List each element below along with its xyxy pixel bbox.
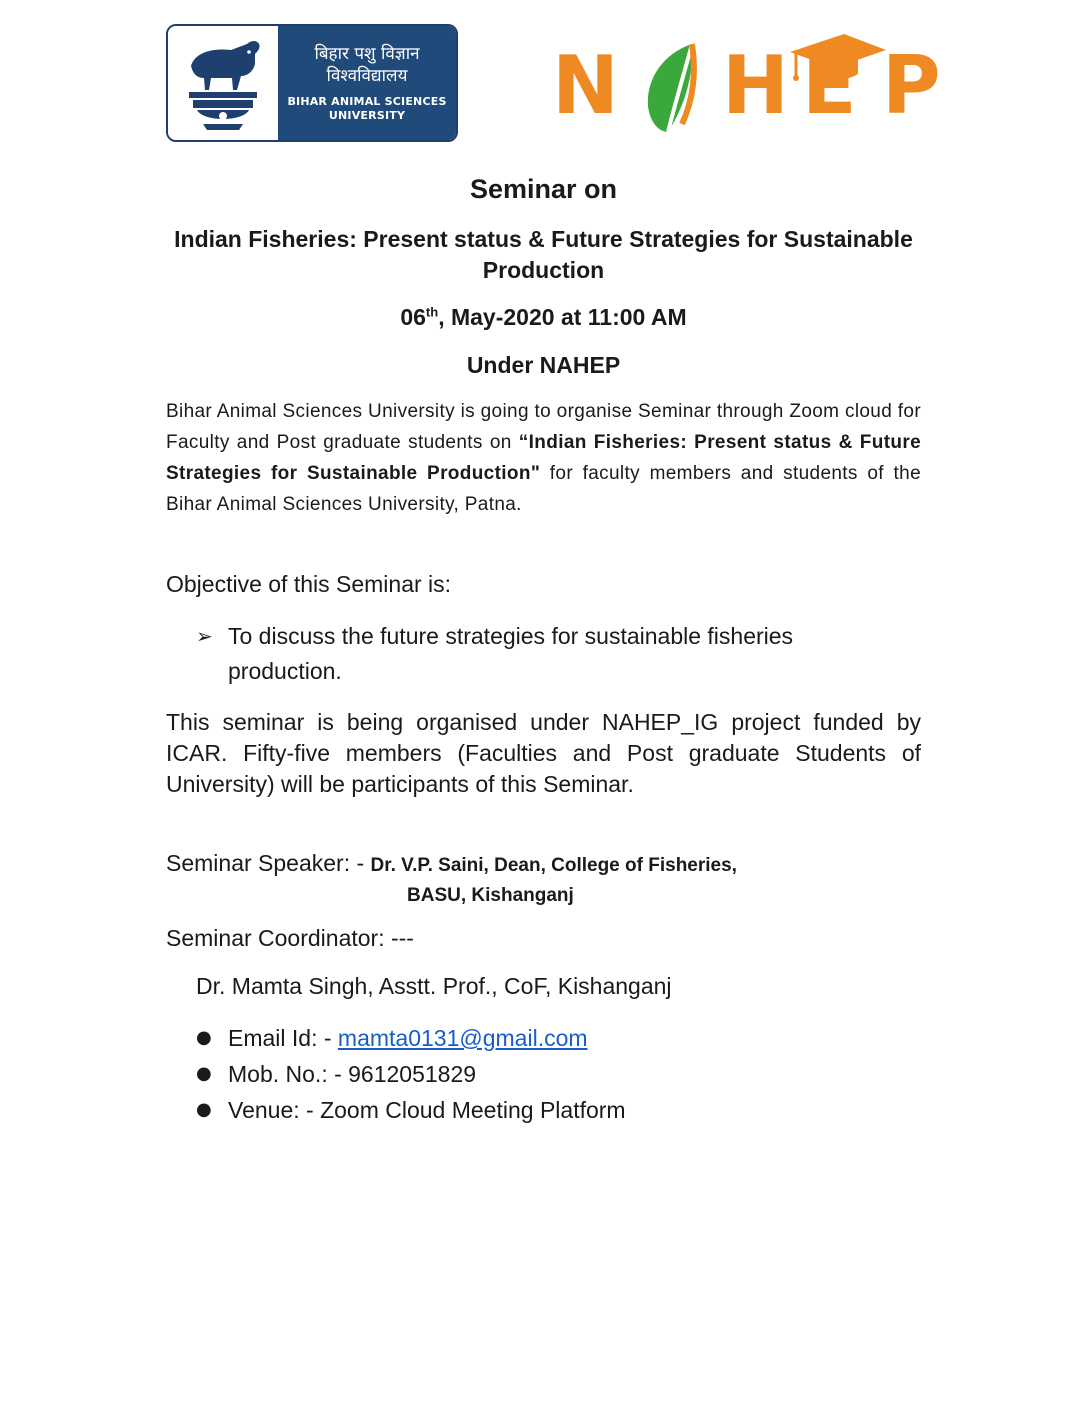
bullet-icon: ●: [196, 1027, 212, 1048]
nahep-letter-p: P: [882, 39, 941, 132]
nahep-letter-e: E: [802, 39, 857, 132]
seminar-speaker: [166, 848, 737, 881]
basu-hindi-line2: विश्वविद्यालय: [326, 66, 408, 86]
nahep-logo: [552, 30, 956, 134]
email-label: Email Id: -: [228, 1025, 338, 1051]
date-day: 06: [400, 304, 426, 330]
basu-english-name: [287, 95, 446, 123]
cow-emblem-icon: [168, 26, 278, 140]
seminar-heading: Seminar on: [469, 174, 618, 204]
objective-label: Objective of this Seminar is:: [166, 571, 452, 597]
speaker-label: Seminar Speaker: -: [166, 850, 371, 876]
objective-list-item: [196, 619, 896, 689]
basu-english-line2: UNIVERSITY: [328, 109, 406, 122]
bullet-icon: ●: [196, 1099, 212, 1120]
basu-logo-text: [278, 26, 456, 140]
coordinator-name: Dr. Mamta Singh, Asstt. Prof., CoF, Kishanganj: [196, 973, 672, 999]
funding-paragraph: This seminar is being organised under NAHEP_IG project funded by ICAR. Fifty-five members (Faculties and Post graduate Students of University) will be participants of this Seminar.: [166, 709, 921, 797]
basu-english-line1: BIHAR ANIMAL SCIENCES: [287, 95, 447, 108]
list-item-venue: [196, 1094, 626, 1130]
coordinator-label: Seminar Coordinator: ---: [166, 925, 414, 951]
under-nahep-heading: Under NAHEP: [466, 352, 621, 378]
date-suffix: th: [425, 304, 439, 320]
list-item-mobile: [196, 1058, 626, 1094]
bullet-icon: ●: [196, 1063, 212, 1084]
speaker-affiliation: BASU, Kishanganj: [407, 885, 574, 906]
seminar-topic-title: Indian Fisheries: Present status & Future Strategies for Sustainable Production: [174, 226, 913, 283]
email-link[interactable]: mamta0131@gmail.com: [337, 1025, 588, 1051]
intro-bold-topic: “Indian Fisheries: Present status & Future Strategies for Sustainable Production": [166, 432, 921, 484]
seminar-date-time: [166, 302, 921, 333]
email-line: [228, 1022, 588, 1058]
contact-list: [196, 1022, 626, 1130]
intro-text-after: for faculty members and students of the Bihar Animal Sciences University, Patna.: [166, 463, 921, 515]
venue-text: Venue: - Zoom Cloud Meeting Platform: [228, 1097, 626, 1123]
intro-paragraph: [166, 396, 921, 520]
mobile-number: Mob. No.: - 9612051829: [228, 1061, 477, 1087]
objective-item-text: To discuss the future strategies for sustainable fisheries production.: [228, 623, 794, 684]
basu-logo: [166, 24, 458, 142]
arrow-bullet-icon: ➢: [196, 624, 213, 648]
basu-hindi-name: [314, 43, 419, 87]
speaker-name: Dr. V.P. Saini, Dean, College of Fisheries,: [370, 855, 737, 876]
nahep-letter-n: N: [552, 39, 619, 132]
date-rest: , May-2020 at 11:00 AM: [438, 304, 687, 330]
leaf-icon: [632, 40, 712, 136]
intro-text-before: Bihar Animal Sciences University is going to organise Seminar through Zoom cloud for Faculty and Post graduate students on: [166, 401, 921, 453]
list-item-email: [196, 1022, 626, 1058]
nahep-letter-h: H: [722, 39, 789, 132]
basu-hindi-line1: बिहार पशु विज्ञान: [314, 44, 420, 64]
